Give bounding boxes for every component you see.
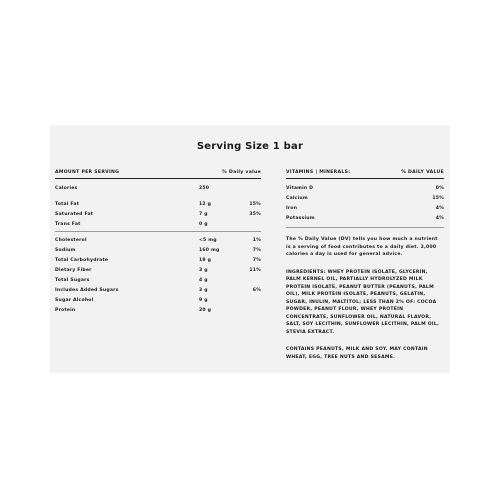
vitamin-label: Iron [286,205,298,211]
nutrient-amount: 250 [199,185,210,191]
vitamin-row-potassium [286,213,444,223]
vitamin-row-iron [286,203,444,213]
nutrient-dv: 6% [252,287,261,293]
allergen-statement: CONTAINS PEANUTS, MILK AND SOY. MAY CONTAIN WHEAT, EGG, TREE NUTS AND SESAME. [286,347,428,360]
nutrient-row-dietary-fiber [55,265,261,275]
nutrient-amount: 4 g [199,277,208,283]
vitamin-row-calcium [286,193,444,203]
daily-value-label: % DAILY VALUE [401,170,444,175]
nutrient-amount: 9 g [199,297,208,303]
nutrient-label: Protein [55,307,76,313]
ingredients-text: INGREDIENTS: WHEY PROTEIN ISOLATE, GLYCERIN, PALM KERNEL OIL, PARTIALLY HYDROLYZED MILK PROTEIN ISOLATE, PEANUT BUTTER (PEANUTS, PALM OIL), MILK PROTEIN ISOLATE, PEANUTS, GELATIN, SUGAR, INULIN, MALTITOL; LESS THAN 2% OF: COCOA POWDER, PEANUT FLOUR, WHEY PROTEIN CONCENTRATE, SUNFLOWER OIL, NATURAL FLAVOR, SALT, SOY LECITHIN, SUNFLOWER LECITHIN, PALM OIL, STEVIA EXTRACT. [286,269,440,335]
nutrient-label: Cholesterol [55,237,87,243]
nutrient-row-saturated-fat [55,209,261,219]
vitamin-label: Vitamin D [286,185,314,191]
nutrient-amount: 19 g [199,257,212,263]
daily-value-label: % Daily value [222,170,261,175]
nutrient-amount: 12 g [199,201,212,207]
nutrient-row-total-fat [55,199,261,209]
nutrient-row-calories [55,183,261,193]
nutrient-row-total-carbohydrate [55,255,261,265]
nutrient-label: Includes Added Sugars [55,287,119,293]
nutrient-dv: 35% [249,211,261,217]
nutrient-label: Total Fat [55,201,80,207]
nutrient-row-total-sugars [55,275,261,285]
nutrient-row-sugar-alcohol [55,295,261,305]
nutrient-amount: 3 g [199,287,208,293]
nutrient-amount: 3 g [199,267,208,273]
section-divider [55,231,261,232]
nutrient-dv: 11% [249,267,261,273]
vitamins-column [286,170,444,361]
nutrient-label: Dietary Fiber [55,267,92,273]
vitamin-dv: 15% [432,195,444,201]
nutrition-facts-panel [50,125,450,373]
nutrient-row-cholesterol [55,235,261,245]
nutrient-amount: 0 g [199,221,208,227]
amount-per-serving-label: AMOUNT PER SERVING [55,170,120,175]
nutrients-column [55,170,261,315]
nutrients-header [55,170,261,179]
nutrient-row-protein [55,305,261,315]
nutrient-dv: 7% [252,257,261,263]
serving-size-title: Serving Size 1 bar [196,141,304,152]
vitamin-dv: 0% [435,185,444,191]
nutrient-amount: 160 mg [199,247,220,253]
daily-value-note: The % Daily Value (DV) tells you how much a nutrient is a serving of food contributes to a daily diet. 2,000 calories a day is used for general advice. [286,237,438,257]
vitamins-header [286,170,444,179]
nutrient-label: Total Carbohydrate [55,257,109,263]
nutrient-label: Total Sugars [55,277,90,283]
vitamin-dv: 4% [435,205,444,211]
vitamins-minerals-label: VITAMINS | MINERALS: [286,170,351,175]
nutrient-label: Sugar Alcohol [55,297,94,303]
nutrient-dv: 1% [252,237,261,243]
nutrient-row-trans-fat [55,219,261,229]
nutrient-amount: <5 mg [199,237,217,243]
nutrient-amount: 20 g [199,307,212,313]
nutrient-dv: 15% [249,201,261,207]
vitamin-label: Calcium [286,195,308,201]
nutrient-label: Saturated Fat [55,211,94,217]
vitamin-row-vitamin-d [286,183,444,193]
nutrient-label: Calories [55,185,78,191]
nutrient-label: Sodium [55,247,76,253]
section-divider [286,227,444,228]
nutrient-dv: 7% [252,247,261,253]
nutrient-label: Trans Fat [55,221,81,227]
vitamin-label: Potassium [286,215,315,221]
nutrient-amount: 7 g [199,211,208,217]
nutrient-row-added-sugars [55,285,261,295]
vitamin-dv: 4% [435,215,444,221]
nutrient-row-sodium [55,245,261,255]
